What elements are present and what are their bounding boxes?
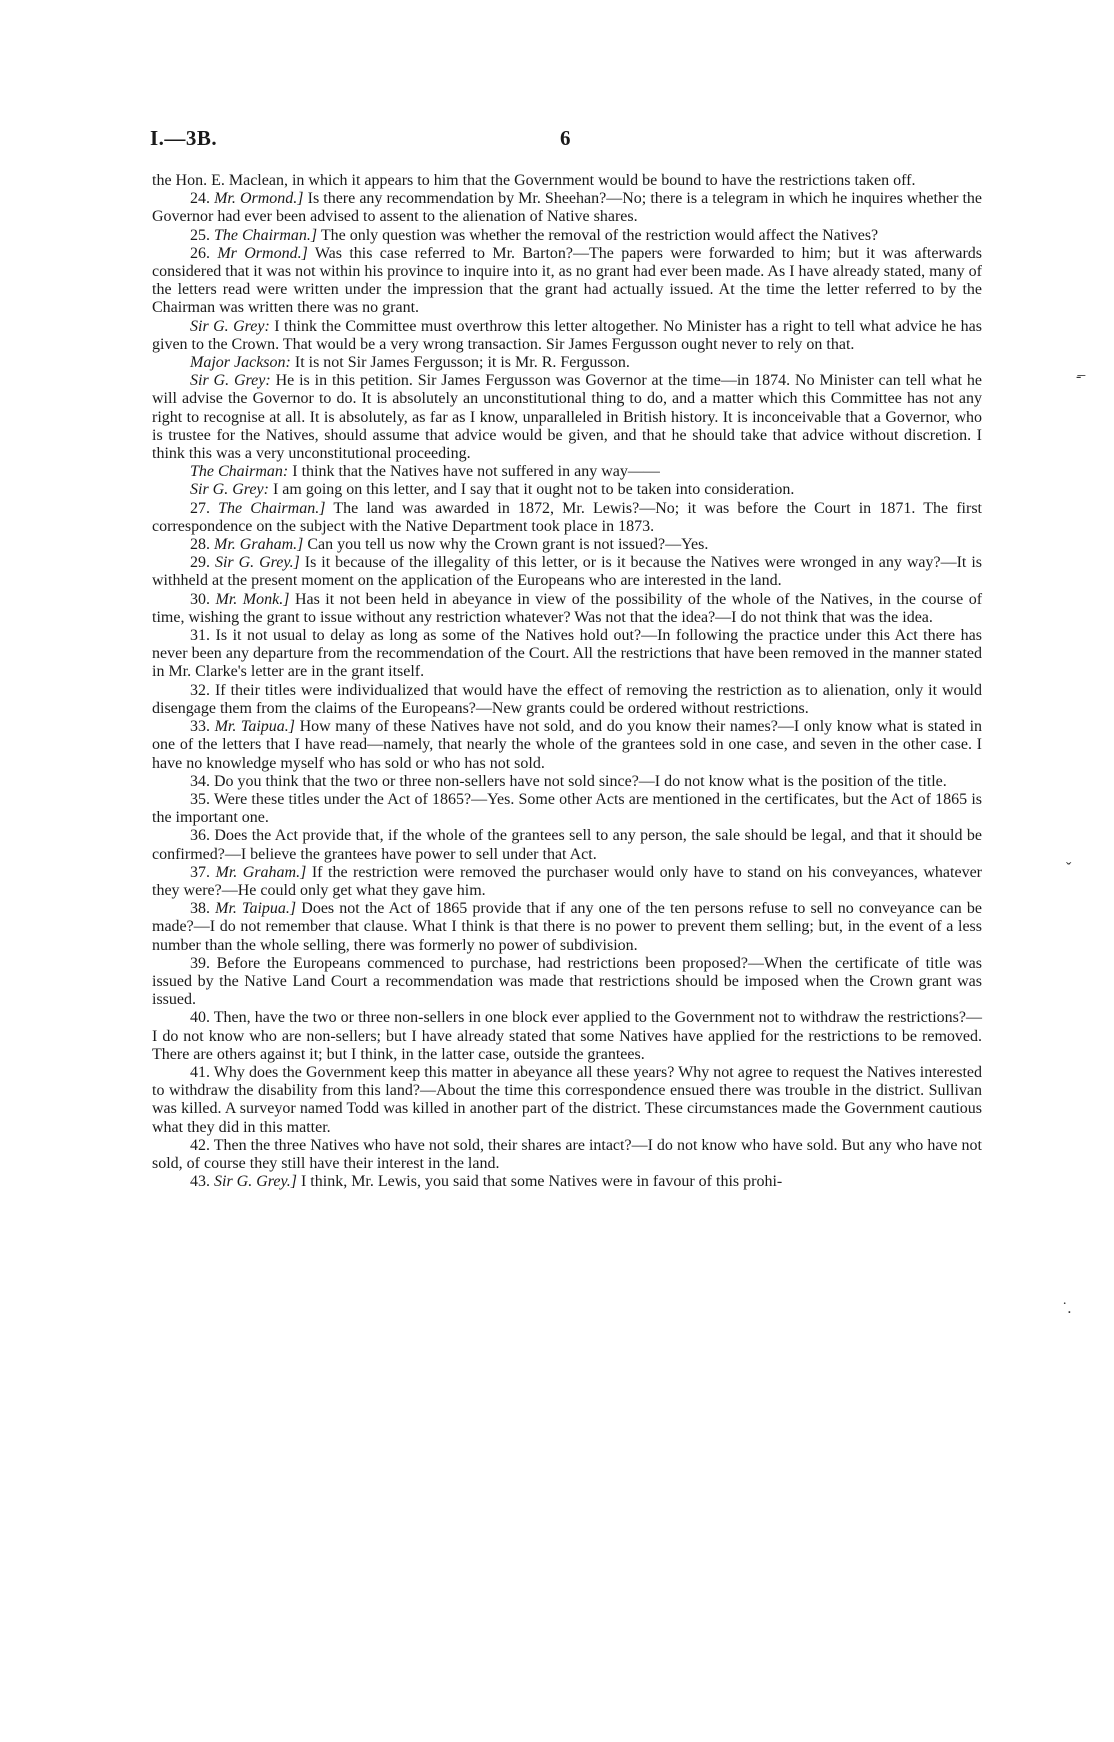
margin-mark: ˙.	[1062, 1300, 1072, 1317]
question-number: 36.	[190, 827, 210, 845]
speaker-name: Sir G. Grey:	[190, 372, 271, 390]
paragraph-text: Then the three Natives who have not sold, their shares are intact?—I do not know who have sold. But any who have not sold, of course they still have their interest in the land.	[152, 1136, 982, 1172]
transcript-paragraph	[152, 682, 982, 718]
question-number: 29.	[190, 554, 210, 572]
transcript-paragraph	[152, 372, 982, 463]
paragraph-text: Before the Europeans commenced to purchase, had restrictions been proposed?—When the certificate of title was issued by the Native Land Court a recommendation was made that restrictions should be imposed when the Crown grant was issued.	[152, 954, 982, 1009]
parliamentary-paper-reference: I.—3B.	[150, 126, 218, 150]
speaker-name: Sir G. Grey.]	[214, 1173, 297, 1191]
transcript-paragraph	[152, 864, 982, 900]
transcript-paragraph	[152, 554, 982, 590]
transcript-paragraph	[152, 172, 982, 190]
transcript-paragraph	[152, 900, 982, 955]
transcript-paragraph	[152, 627, 982, 682]
transcript-paragraph	[152, 1064, 982, 1137]
paragraph-text: I think, Mr. Lewis, you said that some Natives were in favour of this prohi-	[300, 1173, 783, 1191]
paragraph-text: Is there any recommendation by Mr. Sheehan?—No; there is a telegram in which he inquires whether the Governor had ever been advised to assent to the alienation of Native shares.	[152, 190, 983, 226]
question-number: 35.	[190, 790, 210, 808]
paragraph-text: It is not Sir James Fergusson; it is Mr. R. Fergusson.	[294, 354, 630, 372]
speaker-name: The Chairman.]	[214, 226, 318, 244]
question-number: 43.	[190, 1173, 210, 1191]
transcript-paragraph	[152, 791, 982, 827]
paragraph-text: How many of these Natives have not sold, and do you know their names?—I only know what is stated in one of the letters that I have read—namely, that nearly the whole of the grantees sold in one case, and seven in the other case. I have no knowledge myself who has sold or who has not sold.	[152, 718, 983, 772]
transcript-paragraph	[152, 1009, 982, 1064]
question-number: 40.	[190, 1009, 210, 1027]
transcript-paragraph	[152, 773, 982, 791]
question-number: 38.	[190, 900, 210, 918]
speaker-name: The Chairman:	[190, 463, 289, 481]
transcript-paragraph	[152, 227, 982, 245]
paragraph-text: Do you think that the two or three non-sellers have not sold since?—I do not know what is the position of the title.	[214, 772, 947, 790]
question-number: 28.	[190, 536, 210, 554]
paragraph-text: the Hon. E. Maclean, in which it appears to him that the Government would be bound to have the restrictions taken off.	[152, 172, 916, 189]
speaker-name: Sir G. Grey.]	[214, 554, 300, 572]
speaker-name: Mr. Monk.]	[215, 590, 290, 608]
paragraph-text: Has it not been held in abeyance in view of the possibility of the whole of the Natives, in the course of time, wishing the grant to issue without any restriction whatever? Was not that the idea?—I do not think that was the idea.	[152, 590, 983, 626]
evidence-transcript	[152, 172, 982, 1191]
paragraph-text: Were these titles under the Act of 1865?—Yes. Some other Acts are mentioned in the certificates, but the Act of 1865 is the important one.	[152, 790, 982, 827]
transcript-paragraph	[152, 354, 982, 372]
question-number: 33.	[190, 718, 210, 736]
paragraph-text: The land was awarded in 1872, Mr. Lewis?—No; it was before the Court in 1871. The first correspondence on the subject with the Native Department took place in 1873.	[152, 499, 983, 535]
question-number: 26.	[190, 244, 210, 262]
paragraph-text: If their titles were individualized that would have the effect of removing the restriction as to alienation, only it would disengage them from the claims of the Europeans?—New grants could be ordered without restrictions.	[152, 681, 983, 717]
speaker-name: The Chairman.]	[218, 499, 326, 517]
paragraph-text: Does the Act provide that, if the whole of the grantees sell to any person, the sale should be legal, and that it should be confirmed?—I believe the grantees have power to sell under that Act.	[152, 827, 982, 863]
question-number: 31.	[190, 627, 210, 645]
speaker-name: Mr. Taipua.]	[214, 718, 296, 736]
question-number: 32.	[190, 681, 210, 699]
paragraph-text: Then, have the two or three non-sellers in one block ever applied to the Government not to withdraw the restrictions?—I do not know who are non-sellers; but I have already stated that some Natives have applied for the restrictions to be removed. There are others against it; but I think, in the latter case, outside the grantees.	[152, 1009, 982, 1063]
paragraph-text: Was this case referred to Mr. Barton?—The papers were forwarded to him; but it was afterwards considered that it was not within his province to inquire into it, as no grant had ever been made. As I have already stated, many of the letters read were written under the impression that the grant had actually issued. At the time the letter referred to by the Chairman was written there was no grant.	[152, 244, 982, 317]
question-number: 39.	[190, 954, 210, 972]
question-number: 41.	[190, 1063, 210, 1081]
speaker-name: Major Jackson:	[190, 354, 291, 372]
question-number: 34.	[190, 772, 210, 790]
speaker-name: Sir G. Grey:	[190, 481, 269, 499]
page-number: 6	[560, 126, 571, 150]
speaker-name: Mr. Ormond.]	[214, 190, 304, 208]
transcript-paragraph	[152, 718, 982, 773]
transcript-paragraph	[152, 500, 982, 536]
transcript-paragraph	[152, 1137, 982, 1173]
transcript-paragraph	[152, 591, 982, 627]
paragraph-text: I think the Committee must overthrow this letter altogether. No Minister has a right to tell what advice he has given to the Crown. That would be a very wrong transaction. Sir James Fergusson ought never to rely on that.	[152, 317, 983, 353]
question-number: 37.	[190, 863, 210, 881]
question-number: 24.	[190, 190, 210, 208]
transcript-paragraph	[152, 463, 982, 481]
paragraph-text: Is it not usual to delay as long as some of the Natives hold out?—In following the practice under this Act there has never been any departure from the recommendation of the Court. All the restrictions that have been removed in the manner stated in Mr. Clarke's letter are in the grant itself.	[152, 627, 982, 681]
margin-mark: -̶	[1076, 368, 1082, 385]
paragraph-text: The only question was whether the removal of the restriction would affect the Natives?	[320, 226, 879, 244]
transcript-paragraph	[152, 955, 982, 1010]
question-number: 27.	[190, 499, 210, 517]
transcript-paragraph	[152, 827, 982, 863]
question-number: 25.	[190, 226, 210, 244]
question-number: 42.	[190, 1136, 210, 1154]
speaker-name: Sir G. Grey:	[190, 317, 270, 335]
transcript-paragraph	[152, 481, 982, 499]
question-number: 30.	[190, 590, 210, 608]
transcript-paragraph	[152, 536, 982, 554]
paragraph-text: He is in this petition. Sir James Fergusson was Governor at the time—in 1874. No Minister can tell what he will advise the Governor to do. It is absolutely an unconstitutional thing to do, and a matter which this Committee has not any right to recognise at all. It is absolutely, as far as I know, unparalleled in British history. It is inconceivable that a Governor, who is trustee for the Natives, should assume that advice would be given, and that he should take that advice without discretion. I think this was a very unconstitutional proceeding.	[152, 372, 983, 463]
paragraph-text: Can you tell us now why the Crown grant is not issued?—Yes.	[307, 536, 709, 554]
transcript-paragraph	[152, 190, 982, 226]
speaker-name: Mr. Taipua.]	[215, 900, 297, 918]
transcript-paragraph	[152, 1173, 982, 1191]
paragraph-text: I think that the Natives have not suffered in any way——	[292, 463, 660, 481]
paragraph-text: Why does the Government keep this matter in abeyance all these years? Why not agree to request the Natives interested to withdraw the disability from this land?—About the time this correspondence ensued there was trouble in the district. Sullivan was killed. A surveyor named Todd was killed in another part of the district. These circumstances made the Government cautious what they did in this matter.	[152, 1063, 982, 1136]
paragraph-text: If the restriction were removed the purchaser would only have to stand on his conveyances, whatever they were?—He could only get what they gave him.	[152, 863, 983, 899]
paragraph-text: Does not the Act of 1865 provide that if any one of the ten persons refuse to sell no conveyance can be made?—I do not remember that clause. What I think is that there is no power to prevent them selling; but, in the event of a less number than the whole selling, there was formerly no power of subdivision.	[152, 900, 982, 954]
speaker-name: Mr Ormond.]	[217, 244, 308, 262]
speaker-name: Mr. Graham.]	[214, 536, 304, 554]
page-header	[150, 126, 982, 156]
paragraph-text: I am going on this letter, and I say that it ought not to be taken into consideration.	[272, 481, 795, 499]
speaker-name: Mr. Graham.]	[215, 863, 307, 881]
paragraph-text: Is it because of the illegality of this letter, or is it because the Natives were wronged in any way?—It is withheld at the present moment on the application of the Europeans who are interested in the land.	[152, 554, 983, 590]
transcript-paragraph	[152, 245, 982, 318]
margin-mark: ˇ	[1066, 860, 1072, 877]
transcript-paragraph	[152, 318, 982, 354]
